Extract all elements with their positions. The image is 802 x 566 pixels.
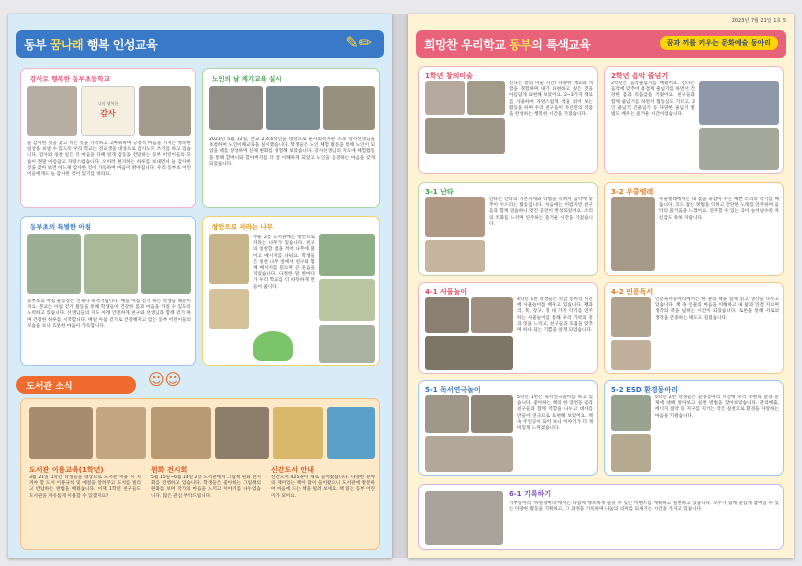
nanta-photo-1	[425, 197, 485, 237]
program-3-2-ukulele-text: 우쿨렐레에서는 내 몸을 휘감아 주는 예쁜 소리의 악기를 배웁니다. 코드 잡는 방법을 익히고 간단한 노래를 연주하며 음악의 즐거움을 느꼈어요. 연주할 수 있는 곡이 늘어날수록 자신감도 쑥쑥 자랍니다.	[659, 197, 779, 221]
program-5-1-theater-text: 5학년 1반은 독서연극놀이를 하고 있습니다. 좋아하는 책의 한 장면을 골라 친구들과 함께 역할을 나누고 대사를 만들어 연극으로 표현해 보았어요. 책 속 주인공이 되어 보니 이야기가 더 재미있게 느껴졌습니다.	[517, 395, 593, 432]
ukulele-photo-1	[611, 197, 655, 271]
reading-photo-1	[611, 297, 651, 337]
program-5-1-theater-title: 5-1 독서연극놀이	[425, 386, 481, 394]
library-photo-4	[215, 407, 269, 459]
library-photo-2	[96, 407, 146, 459]
program-4-2-reading-text: 인문독서동아리에서는 한 권의 책을 함께 읽고 생각을 나누고 있습니다. 책 속 인물의 마음을 이해하고 내 삶과 연결 지으며 생각의 폭을 넓히는 시간이 되었습니다. 토론을 통해 서로의 생각을 존중하는 태도도 길렀습니다.	[655, 297, 779, 321]
praise-tree-photo-1	[209, 234, 249, 284]
program-grade1-art-title: 1학년 창의미술	[425, 72, 473, 80]
grade1-art-photo-1	[425, 81, 465, 115]
program-4-1-samulnori-title: 4-1 사물놀이	[425, 288, 468, 296]
gratitude-photo-1	[27, 86, 77, 136]
samulnori-photo-2	[471, 297, 513, 333]
morning-photo-1	[27, 234, 81, 294]
pencils-icon: ✎✏	[345, 33, 372, 52]
praise-tree-photo-3	[319, 279, 375, 321]
right-banner-title: 희망찬 우리학교 동부의 특색교육	[424, 38, 591, 52]
library-article2-text: 5월 15일~6월 14일 2층 도서관에서 그림책 원화 전시회를 진행하고 있습니다. 학생들은 좋아하는 그림책의 원화를 보며 작가의 마음을 느끼고 이야기를 나누었습니다. 많은 관심 부탁드립니다.	[151, 475, 261, 499]
article-elderly-day	[202, 68, 380, 208]
elderly-photo-1	[209, 86, 263, 130]
article-morning-text: 동부초의 아침 운동장은 언제나 북적거립니다. 매일 아침 걷기 하는 학생들 때문이지요. 본교는 아침 걷기 활동을 통해 학생들이 건강한 몸과 마음을 가질 수 있도록 노력하고 있습니다. 선생님들의 지도 아래 안전하게 친구와 선생님과 함께 걷기 하며 건강한 하루를 시작합니다. 매일 아침 걷기로 건강해지고 있는 동부 어린이들의 모습을 보니 흐뭇한 마음이 가득합니다.	[27, 299, 191, 329]
article-gratitude	[20, 68, 196, 208]
article-gratitude-text: 늘 감사한 것을 찾고 적은 것을 기억하고 고마워하며 긍정적 마음을 가지는 행복한 일상을 보낼 수 있도록 우리 학교는 전교생을 대상으로 감사노트 쓰기를 하고 있습니다. 감사와 칭찬 일은 더 마음을 다해 알게 감동을 전달하는 동부 어린이들의 모습이 정말 아름답고 자랑스럽습니다. 오히려 편지하는 하루를 보내면서 늘 감사한 것을 찾아 보면 어느새 감사한 것이 가득하여 마음이 밝아집니다. 우리 동부초 어린이들에게도 늘 감사한 것이 있기를 바라요.	[27, 141, 191, 178]
esd-photo-2	[611, 434, 651, 472]
gratitude-card-line1: 나의 행복한	[97, 101, 119, 106]
children-icon: ☺☺	[148, 370, 182, 389]
article-morning-title: 동부초의 특별한 아침	[27, 221, 94, 232]
article-praise-tree	[202, 216, 380, 366]
program-grade1-art-text: 신나는 창의 미술 시간! 다양한 재료와 색깔을 경험하며 내가 표현하고 싶은 것을 아름답게 표현해 보았어요. 2~3가지 재료를 사용하여 자연스럽게 색을 섞어 보는 활동을 하며 우리 친구들이 자신만의 작품을 완성하는 행복한 시간을 가졌습니다.	[509, 81, 593, 118]
elderly-photo-3	[323, 86, 375, 130]
nanta-photo-2	[425, 240, 485, 272]
program-6-1-title: 6-1 기록하기	[509, 490, 552, 498]
program-3-1-nanta-title: 3-1 난타	[425, 188, 454, 196]
library-article3-text: 신간도서 425권이 새로 들어왔습니다. 다양한 분야의 재미있는 책이 많이 들어왔으니 도서관에 방문하여 마음에 드는 책을 빌려 보세요. 책 읽는 동부 어린이가 되어요.	[271, 475, 375, 499]
left-banner-title: 동부 꿈나래 행복 인성교육	[24, 38, 158, 52]
left-banner	[16, 30, 384, 58]
program-4-2-reading-title: 4-2 인문독서	[611, 288, 654, 296]
program-3-1-nanta	[418, 182, 598, 276]
library-photo-1	[29, 407, 93, 459]
program-5-2-esd	[604, 380, 784, 476]
library-photo-5	[273, 407, 323, 459]
program-6-1	[418, 484, 784, 550]
article-gratitude-title: 감사로 행복한 동부초등학교	[27, 73, 113, 84]
library-photo-6	[327, 407, 375, 459]
elderly-photo-2	[266, 86, 320, 130]
left-page	[8, 14, 392, 558]
library-news	[20, 398, 380, 550]
library-article1-title: 도서관 이용교육(1학년)	[29, 466, 104, 474]
right-page-header: 2023년 7월 21일 1호 5	[731, 18, 786, 24]
program-6-1-text: 기부동아리 '하얼경마리'에서는 다함께 행복하게 즐길 수 있는 이벤트를 계획하고 실천하고 있습니다. 모두가 함께 즐겁게 참여할 수 있는 다양한 활동을 기획하고, 그 과정을 기록하며 나눔의 의미를 되새기는 시간을 가지고 있습니다.	[509, 501, 779, 513]
program-3-2-ukulele-title: 3-2 우쿨렐레	[611, 188, 654, 196]
article-elderly-day-title: 노인의 날 계기교육 실시	[209, 73, 285, 84]
program-grade2-jumprope	[604, 66, 784, 174]
library-photo-3	[151, 407, 211, 459]
praise-tree-photo-4	[209, 289, 249, 329]
program-grade2-jumprope-title: 2학년 음악 줄넘기	[611, 72, 669, 80]
right-banner	[416, 30, 786, 58]
program-5-2-esd-text: 5학년 2반 학생들은 환경동아리 시간에 우리 주변의 환경 문제에 대해 알아보고 실천 방법을 찾아보았습니다. 분리배출, 에너지 절약 등 지구를 지키는 작은 실천으로 환경을 사랑하는 마음을 키웠습니다.	[655, 395, 779, 419]
gratitude-card-photo	[81, 86, 135, 136]
program-3-1-nanta-text: 난타는 난타의 기본자세와 타법을 익혀서 음악에 맞추어 두드리는 활동입니다. 처음에는 어렵지만 친구들과 함께 연습하니 멋진 공연이 완성되었어요. 소리의 조화를 느끼며 연주하는 즐거운 시간을 가졌습니다.	[489, 197, 593, 227]
article-praise-tree-text: 추운 2층 도서관에는 창안으로 자라는 나무가 있습니다. 친구의 칭찬할 점을 적어 나무에 붙이고 메시지를 나눠요. 학생들은 칭찬 나무 앞에서 친구와 함께 메시지를 읽으며 큰 웃음을 지었습니다. 다정한 말 한마디가 우리 학교를 더 따뜻하게 만들어 줍니다.	[253, 235, 315, 290]
gratitude-photo-3	[139, 86, 191, 136]
program-6-1-photo	[425, 491, 503, 545]
library-article2-title: 원화 전시회	[151, 466, 188, 474]
right-page	[408, 14, 794, 558]
program-4-1-samulnori-text: 4학년 1반 학생들은 학급 동아리 시간에 사물놀이를 배우고 있습니다. 꽹과리, 북, 장구, 징 네 가지 악기를 연주하는 사물놀이를 통해 우리 가락의 흥과 멋을 느끼고, 친구들과 호흡을 맞추며 하나 되는 기쁨을 알게 되었습니다.	[517, 297, 593, 334]
morning-photo-2	[84, 234, 138, 294]
grade1-art-photo-2	[467, 81, 505, 115]
article-elderly-day-text: 2023년 5월 12일, 본교 2,4,6학년을 대상으로 운사회복지관 소속 강사선생님을 초청하여 노인이해교육을 실시했습니다. 학생들은 노인 체험 활동을 통해 노인이 되었을 때를 상상하며 신체 변화를 경험해 보았습니다. 강사선생님의 지도에 체험활동을 통해 할머니와 할아버지를 더 잘 이해하게 되었고 노인을 공경하는 마음을 갖게 되었습니다.	[209, 137, 375, 167]
praise-tree-photo-2	[319, 234, 375, 276]
program-grade1-art	[418, 66, 598, 174]
program-grade2-jumprope-text: 2학년은 음악줄넘기를 배웠어요. 신나는 음악에 맞추어 흥겹게 줄넘기를 하면서 건강한 몸과 리듬감을 키웠어요. 친구들과 함께 줄넘기를 하면서 협동심도 기르고, 2인 줄넘기 긴줄넘기 등 다양한 줄넘기 방법도 배우는 즐거운 시간이었습니다.	[611, 81, 695, 118]
samulnori-photo-3	[425, 336, 513, 370]
page-gutter	[392, 14, 408, 558]
gratitude-card-line2: 감사	[100, 109, 116, 118]
library-article3-title: 신간도서 안내	[271, 466, 315, 474]
right-banner-subtitle: 꿈과 끼를 키우는 문화예술 동아리	[660, 36, 778, 50]
praise-tree-photo-5	[319, 325, 375, 363]
article-morning	[20, 216, 196, 366]
grade1-art-photo-3	[425, 118, 505, 154]
morning-photo-3	[141, 234, 191, 294]
article-praise-tree-title: 창안으로 자라는 나무	[209, 221, 276, 232]
samulnori-photo-1	[425, 297, 469, 333]
theater-photo-3	[425, 436, 513, 472]
program-5-1-theater	[418, 380, 598, 476]
grade2-jumprope-photo-1	[699, 81, 779, 125]
program-5-2-esd-title: 5-2 ESD 환경동아리	[611, 386, 678, 394]
grade2-jumprope-photo-2	[699, 128, 779, 170]
reading-photo-2	[611, 340, 651, 370]
esd-photo-1	[611, 395, 651, 431]
program-3-2-ukulele	[604, 182, 784, 276]
tree-icon	[253, 331, 293, 361]
theater-photo-1	[425, 395, 469, 433]
library-section-title: 도서관 소식	[16, 376, 136, 394]
program-4-2-reading	[604, 282, 784, 374]
library-article1-text: 3월 21일 1학년 학생들을 대상으로 도서관 이용 시 지켜야 할 도서 이용규칙 및 예절을 알려주고 도서를 빌리고 반납하는 방법을 배웠습니다. 이제 1학년 친구들도 도서관을 자유롭게 이용할 수 있겠지요?	[29, 475, 141, 499]
program-4-1-samulnori	[418, 282, 598, 374]
theater-photo-2	[471, 395, 513, 433]
